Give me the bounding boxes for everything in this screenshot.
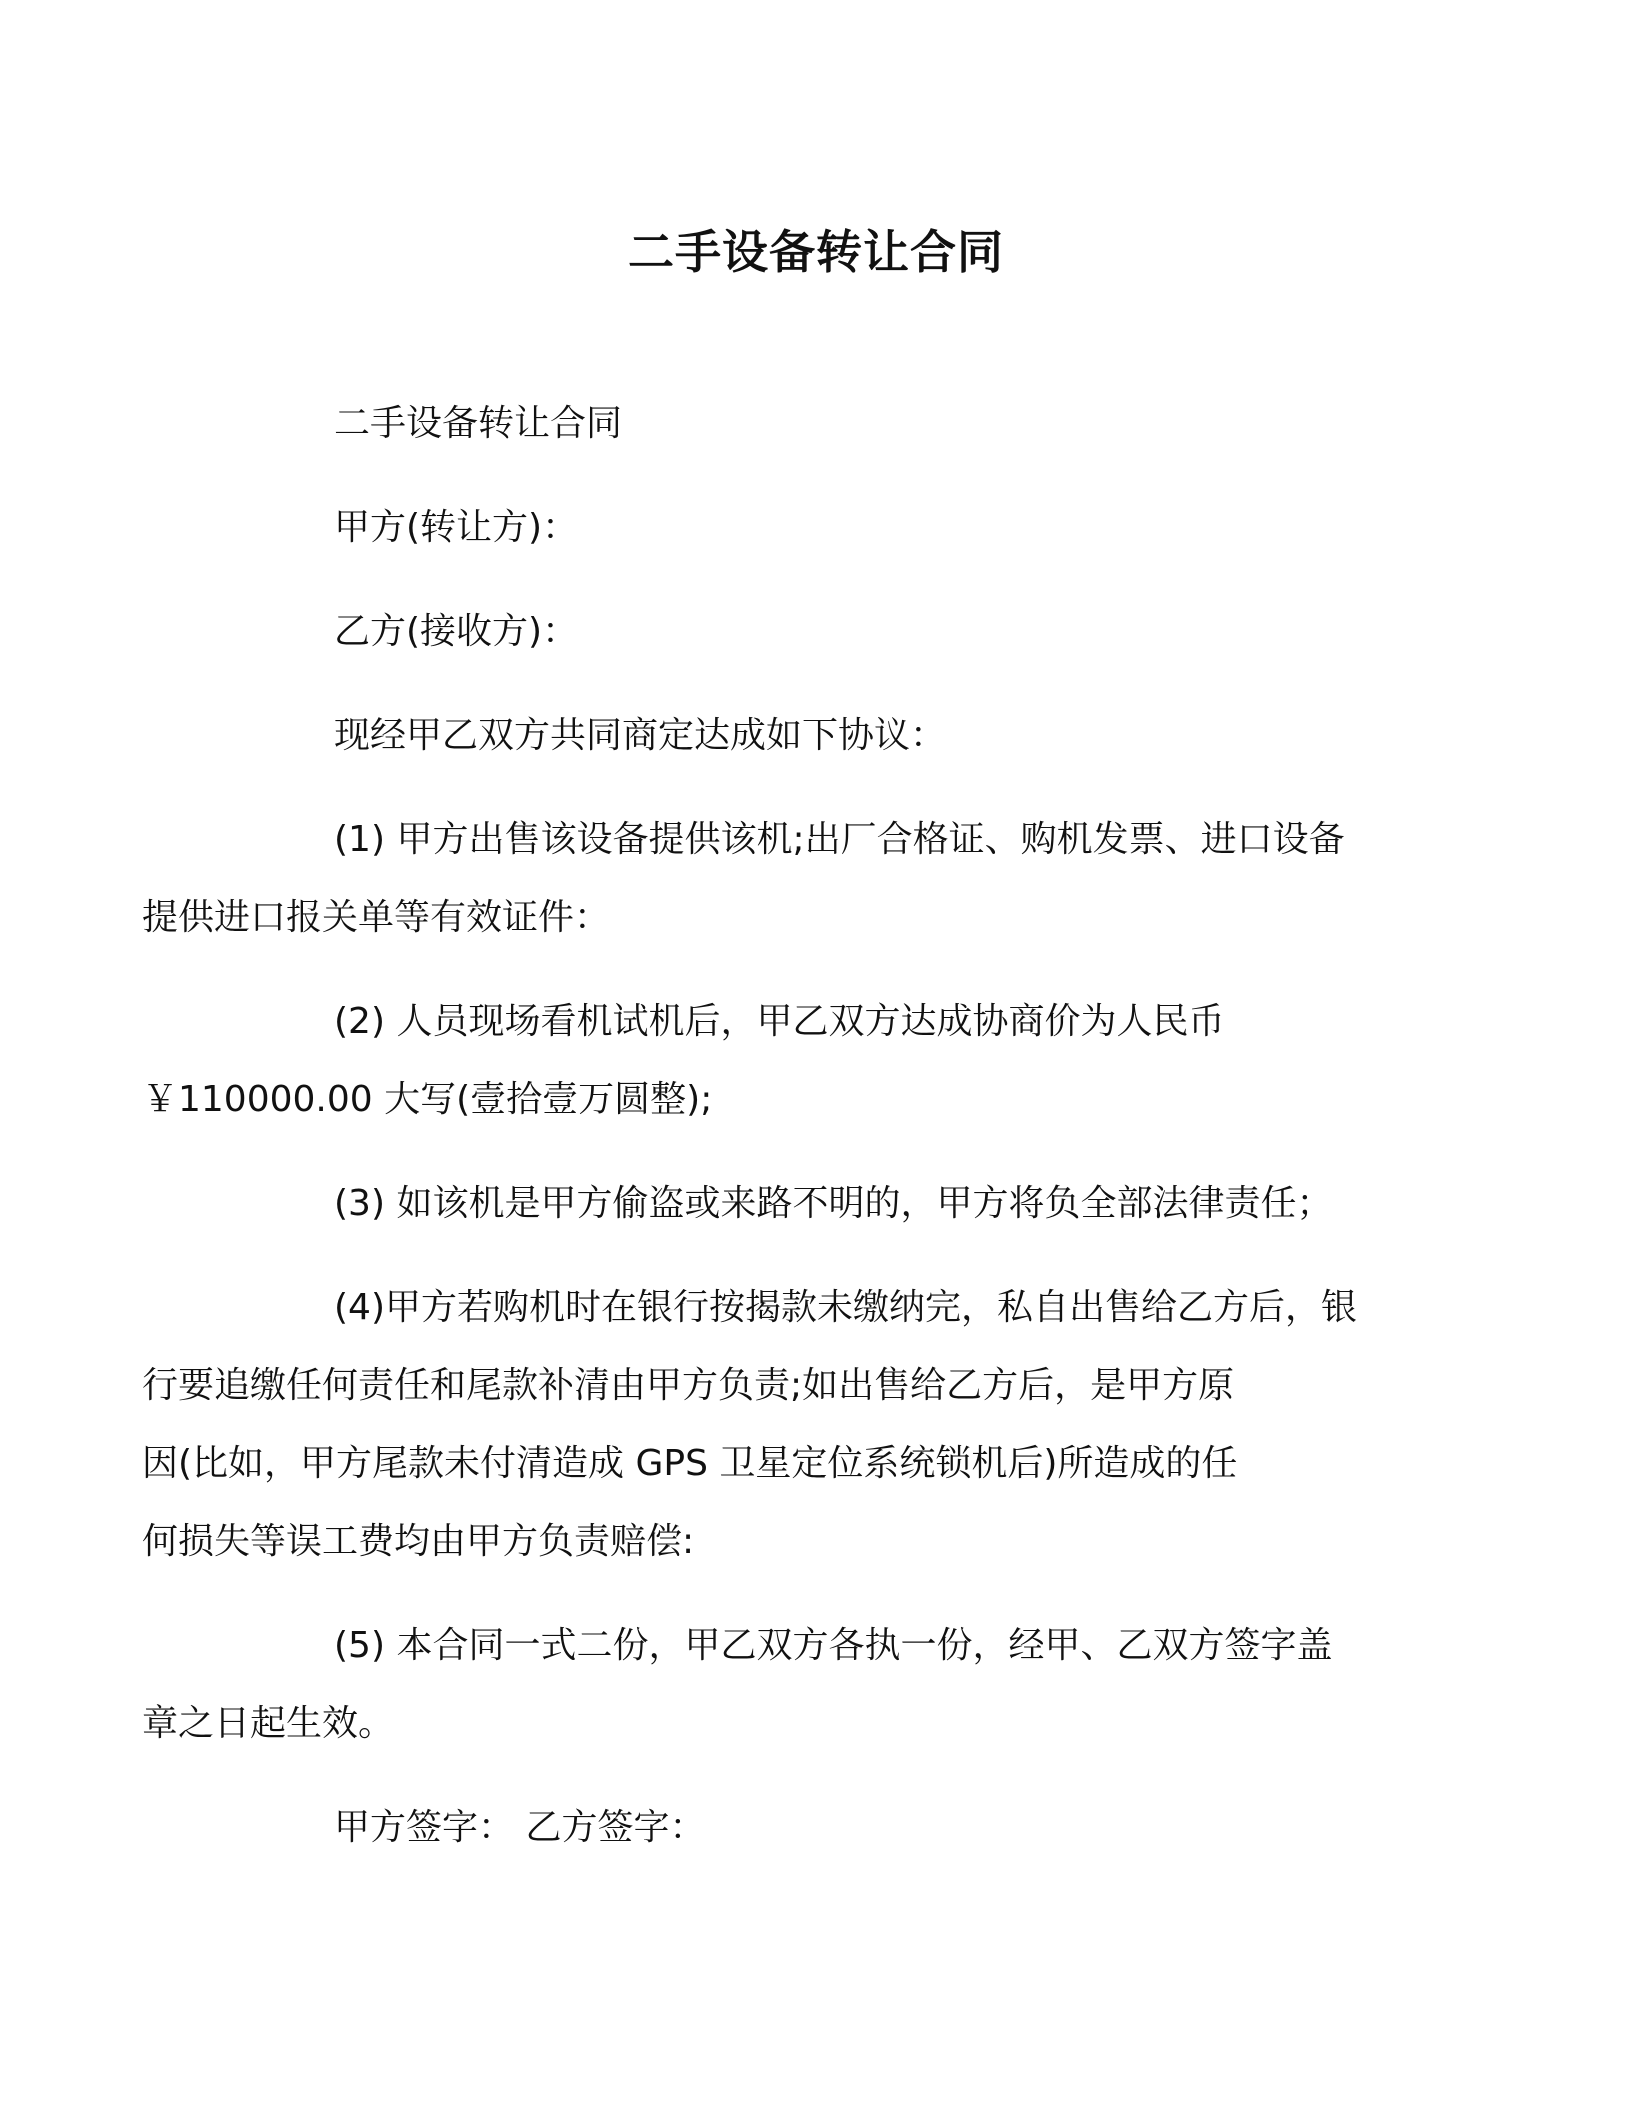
paragraph-line: 因(比如，甲方尾款未付清造成 GPS 卫星定位系统锁机后)所造成的任 [142,1443,1238,1484]
document-title: 二手设备转让合同 [628,225,1004,279]
paragraph-intro [238,697,1394,775]
paragraph-line: 行要追缴任何责任和尾款补清由甲方负责;如出售给乙方后，是甲方原 [142,1365,1235,1406]
clause-3 [238,1165,1394,1243]
paragraph-line: 何损失等误工费均由甲方负责赔偿: [142,1521,695,1562]
document-body [142,385,1394,1893]
paragraph-line: ￥110000.00 大写(壹拾壹万圆整); [142,1079,713,1120]
paragraph-line: (3) 如该机是甲方偷盗或来路不明的，甲方将负全部法律责任； [334,1183,1333,1224]
paragraph-party-a [238,489,1394,567]
paragraph-line: (2) 人员现场看机试机后，甲乙双方达成协商价为人民币 [334,1001,1225,1042]
clause-5 [142,1607,1394,1763]
paragraph-line: 现经甲乙双方共同商定达成如下协议： [334,715,947,756]
paragraph-party-b [238,593,1394,671]
paragraph-line: (5) 本合同一式二份，甲乙双方各执一份，经甲、乙双方签字盖 [334,1625,1333,1666]
signature-line [238,1789,1394,1867]
paragraph-line: (1) 甲方出售该设备提供该机;出厂合格证、购机发票、进口设备 [334,819,1345,860]
clause-1 [142,801,1394,957]
paragraph-line: 乙方(接收方)： [334,611,579,652]
paragraph-line: 甲方签字： 乙方签字： [334,1807,706,1848]
paragraph-line: 章之日起生效。 [142,1703,395,1744]
paragraph-line: 甲方(转让方)： [334,507,579,548]
paragraph-subtitle [238,385,1394,463]
paragraph-line: 提供进口报关单等有效证件： [142,897,611,938]
paragraph-line: 二手设备转让合同 [334,403,623,444]
clause-2 [142,983,1394,1139]
paragraph-line: (4)甲方若购机时在银行按揭款未缴纳完，私自出售给乙方后，银 [334,1287,1357,1328]
clause-4 [142,1269,1394,1581]
